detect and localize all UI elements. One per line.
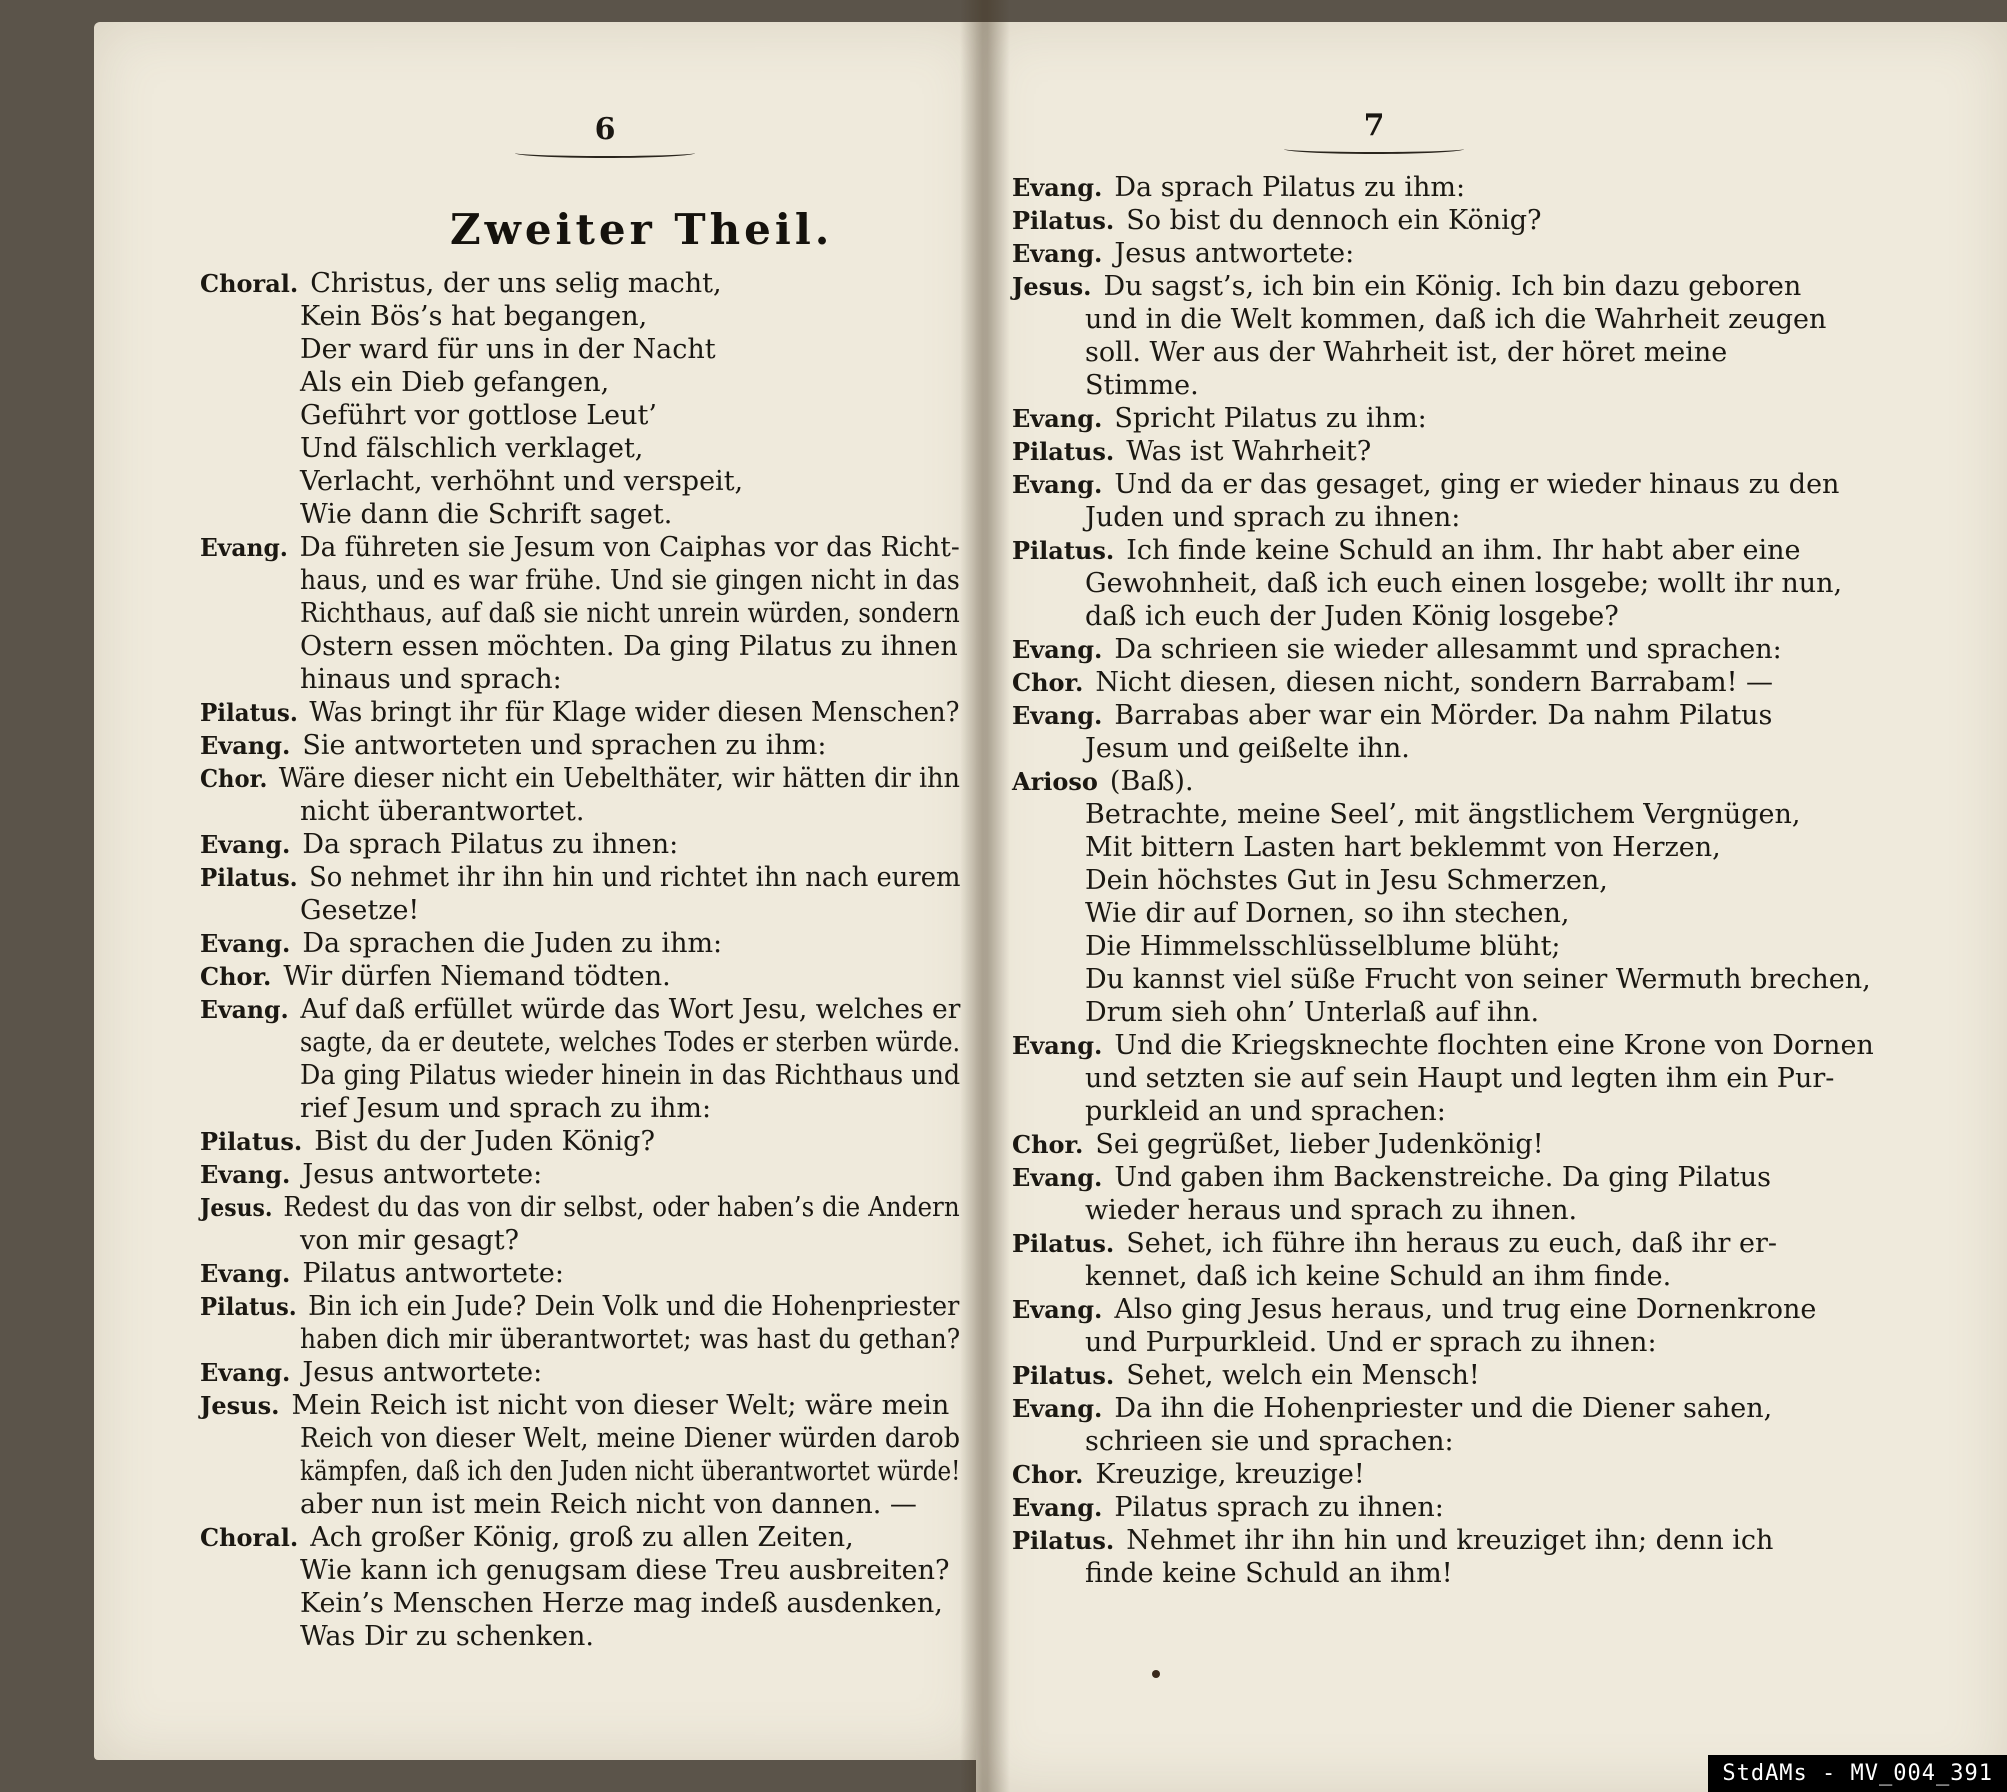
line-text: Juden und sprach zu ihnen: bbox=[1085, 502, 1461, 533]
text-line bbox=[1085, 1327, 1657, 1359]
text-line bbox=[1085, 733, 1410, 765]
line-text: Ostern essen möchten. Da ging Pilatus zu ihnen bbox=[300, 631, 958, 662]
text-line bbox=[300, 433, 643, 465]
speaker-label: Evang. bbox=[1012, 635, 1103, 664]
speaker-label: Chor. bbox=[1012, 1130, 1084, 1159]
text-line bbox=[1085, 931, 1561, 963]
speaker-label: Evang. bbox=[1012, 239, 1103, 268]
speaker-label: Evang. bbox=[1012, 404, 1103, 433]
line-text: Bist du der Juden König? bbox=[314, 1126, 655, 1157]
text-line bbox=[1085, 601, 1619, 633]
text-line bbox=[1012, 634, 1782, 666]
text-line bbox=[300, 1456, 960, 1488]
line-text: kämpfen, daß ich den Juden nicht überantwortet würde! bbox=[300, 1456, 961, 1487]
text-line bbox=[1012, 1162, 1771, 1194]
speaker-label: Chor. bbox=[200, 764, 268, 793]
text-line bbox=[200, 1291, 959, 1323]
right-page-number: 7 bbox=[1363, 108, 1385, 143]
text-line bbox=[1085, 832, 1721, 864]
line-text: haben dich mir überantwortet; was hast du gethan? bbox=[300, 1324, 961, 1355]
text-line bbox=[1085, 898, 1570, 930]
text-line bbox=[300, 1324, 960, 1356]
speaker-label: Pilatus. bbox=[1012, 206, 1115, 235]
text-line bbox=[300, 1621, 594, 1653]
line-text: und setzten sie auf sein Haupt und legten ihm ein Pur- bbox=[1085, 1063, 1835, 1094]
line-text: Jesus antwortete: bbox=[302, 1357, 543, 1388]
text-line bbox=[1085, 304, 1826, 336]
speaker-label: Evang. bbox=[1012, 1394, 1103, 1423]
speaker-label: Chor. bbox=[200, 962, 272, 991]
text-line bbox=[1012, 1525, 1773, 1557]
speaker-label: Evang. bbox=[200, 1259, 291, 1288]
right-page-ornament-rule bbox=[1284, 144, 1464, 154]
text-line bbox=[1012, 1294, 1816, 1326]
line-text: Sei gegrüßet, lieber Judenkönig! bbox=[1095, 1129, 1544, 1160]
line-text: Da ging Pilatus wieder hinein in das Richthaus und bbox=[300, 1060, 961, 1091]
text-line bbox=[200, 1357, 542, 1389]
speaker-label: Pilatus. bbox=[200, 1292, 297, 1321]
line-text: Betrachte, meine Seel’, mit ängstlichem Vergnügen, bbox=[1085, 799, 1801, 830]
line-text: Du kannst viel süße Frucht von seiner Wermuth brechen, bbox=[1085, 964, 1871, 995]
line-text: Da ihn die Hohenpriester und die Diener sahen, bbox=[1114, 1393, 1773, 1424]
line-text: hinaus und sprach: bbox=[300, 664, 562, 695]
line-text: aber nun ist mein Reich nicht von dannen. — bbox=[300, 1489, 917, 1520]
line-text: Auf daß erfüllet würde das Wort Jesu, welches er bbox=[300, 994, 961, 1025]
speaker-label: Evang. bbox=[1012, 1031, 1103, 1060]
text-line bbox=[300, 598, 960, 630]
text-line bbox=[300, 1423, 960, 1455]
speaker-label: Pilatus. bbox=[1012, 536, 1115, 565]
line-text: Ach großer König, groß zu allen Zeiten, bbox=[310, 1522, 854, 1553]
left-page-number: 6 bbox=[594, 112, 616, 147]
text-line bbox=[1012, 1360, 1480, 1392]
text-line bbox=[1085, 997, 1539, 1029]
text-line bbox=[300, 565, 960, 597]
line-text: Da schrieen sie wieder allesammt und sprachen: bbox=[1114, 634, 1782, 665]
line-text: Barrabas aber war ein Mörder. Da nahm Pilatus bbox=[1114, 700, 1773, 731]
line-text: Kein’s Menschen Herze mag indeß ausdenken, bbox=[300, 1588, 943, 1619]
ink-spot bbox=[1152, 1670, 1160, 1678]
text-line bbox=[1012, 667, 1773, 699]
line-text: Wäre dieser nicht ein Uebelthäter, wir hätten dir ihn bbox=[278, 763, 960, 794]
text-line bbox=[1085, 337, 1727, 369]
line-text: Kreuzige, kreuzige! bbox=[1095, 1459, 1365, 1490]
line-text: Der ward für uns in der Nacht bbox=[300, 334, 716, 365]
text-line bbox=[1085, 964, 1871, 996]
text-line bbox=[300, 664, 562, 696]
text-line bbox=[300, 631, 958, 663]
text-line bbox=[1012, 238, 1354, 270]
line-text: Reich von dieser Welt, meine Diener würden darob bbox=[300, 1423, 961, 1454]
text-line bbox=[200, 862, 960, 894]
speaker-label: Evang. bbox=[1012, 173, 1103, 202]
text-line bbox=[200, 829, 678, 861]
speaker-label: Evang. bbox=[200, 533, 288, 562]
text-line bbox=[200, 994, 960, 1026]
speaker-label: Evang. bbox=[1012, 1163, 1103, 1192]
speaker-label: Pilatus. bbox=[200, 698, 298, 727]
text-line bbox=[200, 1192, 960, 1224]
text-line bbox=[1012, 205, 1542, 237]
text-line bbox=[200, 1126, 655, 1158]
speaker-label: Choral. bbox=[200, 1523, 299, 1552]
text-line bbox=[300, 1225, 519, 1257]
speaker-label: Evang. bbox=[200, 995, 289, 1024]
line-text: Nicht diesen, diesen nicht, sondern Barrabam! — bbox=[1095, 667, 1774, 698]
text-line bbox=[1012, 1228, 1777, 1260]
line-text: Pilatus antwortete: bbox=[302, 1258, 564, 1289]
text-line bbox=[1012, 469, 1839, 501]
line-text: Verlacht, verhöhnt und verspeit, bbox=[300, 466, 744, 497]
line-text: rief Jesum und sprach zu ihm: bbox=[300, 1093, 712, 1124]
speaker-label: Evang. bbox=[1012, 1493, 1103, 1522]
text-line bbox=[300, 466, 743, 498]
line-text: Gewohnheit, daß ich euch einen losgebe; wollt ihr nun, bbox=[1085, 568, 1843, 599]
speaker-label: Chor. bbox=[1012, 1460, 1084, 1489]
speaker-label: Pilatus. bbox=[1012, 1361, 1115, 1390]
speaker-label: Pilatus. bbox=[1012, 1526, 1115, 1555]
line-text: finde keine Schuld an ihm! bbox=[1085, 1558, 1453, 1589]
text-line bbox=[200, 1258, 564, 1290]
line-text: Da führeten sie Jesum von Caiphas vor das Richt- bbox=[299, 532, 960, 563]
line-text: Mein Reich ist nicht von dieser Welt; wäre mein bbox=[291, 1390, 950, 1421]
text-line bbox=[300, 400, 657, 432]
text-line bbox=[1085, 1261, 1671, 1293]
line-text: soll. Wer aus der Wahrheit ist, der höret meine bbox=[1085, 337, 1728, 368]
text-line bbox=[1012, 1030, 1874, 1062]
line-text: Drum sieh ohn’ Unterlaß auf ihn. bbox=[1085, 997, 1540, 1028]
text-line bbox=[1085, 1426, 1454, 1458]
line-text: Und gaben ihm Backenstreiche. Da ging Pilatus bbox=[1114, 1162, 1772, 1193]
speaker-label: Pilatus. bbox=[1012, 437, 1115, 466]
text-line bbox=[200, 1159, 542, 1191]
line-text: Da sprach Pilatus zu ihnen: bbox=[302, 829, 679, 860]
line-text: Spricht Pilatus zu ihm: bbox=[1114, 403, 1427, 434]
line-text: Wir dürfen Niemand tödten. bbox=[283, 961, 671, 992]
line-text: So nehmet ihr ihn hin und richtet ihn nach eurem bbox=[309, 862, 961, 893]
line-text: und in die Welt kommen, daß ich die Wahrheit zeugen bbox=[1085, 304, 1827, 335]
speaker-label: Pilatus. bbox=[200, 1127, 303, 1156]
line-text: von mir gesagt? bbox=[300, 1225, 520, 1256]
speaker-label: Evang. bbox=[1012, 701, 1103, 730]
line-text: (Baß). bbox=[1109, 766, 1194, 797]
line-text: Christus, der uns selig macht, bbox=[310, 268, 722, 299]
text-line bbox=[300, 1555, 950, 1587]
text-line bbox=[300, 796, 584, 828]
text-line bbox=[1012, 271, 1801, 303]
text-line bbox=[200, 961, 671, 993]
line-text: Und fälschlich verklaget, bbox=[300, 433, 644, 464]
line-text: und Purpurkleid. Und er sprach zu ihnen: bbox=[1085, 1327, 1657, 1358]
line-text: Ich finde keine Schuld an ihm. Ihr habt aber eine bbox=[1126, 535, 1801, 566]
line-text: Als ein Dieb gefangen, bbox=[300, 367, 610, 398]
text-line bbox=[1012, 1393, 1772, 1425]
text-line bbox=[300, 895, 419, 927]
text-line bbox=[1085, 799, 1800, 831]
line-text: Nehmet ihr ihn hin und kreuziget ihn; denn ich bbox=[1126, 1525, 1774, 1556]
text-line bbox=[1085, 865, 1608, 897]
text-line bbox=[200, 1390, 949, 1422]
line-text: Wie dann die Schrift saget. bbox=[300, 499, 673, 530]
text-line bbox=[200, 928, 722, 960]
text-line bbox=[1012, 1459, 1365, 1491]
speaker-label: Chor. bbox=[1012, 668, 1084, 697]
line-text: nicht überantwortet. bbox=[300, 796, 585, 827]
line-text: Und die Kriegsknechte flochten eine Krone von Dornen bbox=[1114, 1030, 1874, 1061]
speaker-label: Jesus. bbox=[1012, 272, 1092, 301]
text-line bbox=[200, 532, 960, 564]
text-line bbox=[200, 1522, 854, 1554]
text-line bbox=[1085, 502, 1460, 534]
speaker-label: Choral. bbox=[200, 269, 299, 298]
text-line bbox=[300, 334, 716, 366]
text-line bbox=[300, 1489, 917, 1521]
text-line bbox=[1012, 535, 1801, 567]
line-text: daß ich euch der Juden König losgebe? bbox=[1085, 601, 1619, 632]
speaker-label: Evang. bbox=[1012, 1295, 1103, 1324]
line-text: Die Himmelsschlüsselblume blüht; bbox=[1085, 931, 1561, 962]
line-text: Was bringt ihr für Klage wider diesen Menschen? bbox=[309, 697, 960, 728]
line-text: wieder heraus und sprach zu ihnen. bbox=[1085, 1195, 1578, 1226]
text-line bbox=[1085, 1195, 1577, 1227]
line-text: haus, und es war frühe. Und sie gingen nicht in das bbox=[300, 565, 960, 596]
text-line bbox=[1012, 172, 1465, 204]
text-line bbox=[200, 730, 826, 762]
text-line bbox=[1012, 403, 1427, 435]
line-text: Sie antworteten und sprachen zu ihm: bbox=[302, 730, 827, 761]
speaker-label: Jesus. bbox=[200, 1391, 280, 1420]
speaker-label: Evang. bbox=[200, 1160, 291, 1189]
left-page-ornament-rule bbox=[515, 148, 695, 158]
line-text: Geführt vor gottlose Leut’ bbox=[300, 400, 657, 431]
line-text: Da sprachen die Juden zu ihm: bbox=[302, 928, 723, 959]
line-text: Dein höchstes Gut in Jesu Schmerzen, bbox=[1085, 865, 1608, 896]
speaker-label: Evang. bbox=[200, 731, 291, 760]
text-line bbox=[200, 763, 960, 795]
section-heading: Zweiter Theil. bbox=[450, 205, 834, 254]
line-text: Gesetze! bbox=[300, 895, 420, 926]
line-text: Wie kann ich genugsam diese Treu ausbreiten? bbox=[300, 1555, 950, 1586]
line-text: purkleid an und sprachen: bbox=[1085, 1096, 1446, 1127]
line-text: Redest du das von dir selbst, oder haben’s die Andern bbox=[283, 1192, 960, 1223]
line-text: schrieen sie und sprachen: bbox=[1085, 1426, 1454, 1457]
line-text: Jesus antwortete: bbox=[1114, 238, 1355, 269]
speaker-label: Jesus. bbox=[200, 1193, 273, 1222]
line-text: Pilatus sprach zu ihnen: bbox=[1114, 1492, 1444, 1523]
text-line bbox=[1085, 370, 1199, 402]
line-text: Wie dir auf Dornen, so ihn stechen, bbox=[1085, 898, 1570, 929]
speaker-label: Arioso bbox=[1012, 767, 1098, 796]
speaker-label: Evang. bbox=[200, 929, 291, 958]
line-text: Und da er das gesaget, ging er wieder hinaus zu den bbox=[1114, 469, 1840, 500]
line-text: Sehet, ich führe ihn heraus zu euch, daß ihr er- bbox=[1126, 1228, 1778, 1259]
line-text: Stimme. bbox=[1085, 370, 1199, 401]
text-line bbox=[1085, 1063, 1834, 1095]
text-line bbox=[200, 268, 722, 300]
text-line bbox=[1012, 1129, 1544, 1161]
line-text: Sehet, welch ein Mensch! bbox=[1126, 1360, 1480, 1391]
text-line bbox=[300, 1588, 943, 1620]
speaker-label: Evang. bbox=[200, 1358, 291, 1387]
line-text: Du sagst’s, ich bin ein König. Ich bin dazu geboren bbox=[1103, 271, 1802, 302]
book-gutter bbox=[960, 0, 1010, 1792]
line-text: So bist du dennoch ein König? bbox=[1126, 205, 1542, 236]
line-text: kennet, daß ich keine Schuld an ihm finde. bbox=[1085, 1261, 1672, 1292]
line-text: Jesum und geißelte ihn. bbox=[1085, 733, 1410, 764]
text-line bbox=[300, 367, 609, 399]
text-line bbox=[300, 1093, 711, 1125]
text-line bbox=[1012, 766, 1194, 798]
text-line bbox=[200, 697, 960, 729]
line-text: Mit bittern Lasten hart beklemmt von Herzen, bbox=[1085, 832, 1721, 863]
line-text: Was ist Wahrheit? bbox=[1126, 436, 1372, 467]
speaker-label: Pilatus. bbox=[1012, 1229, 1115, 1258]
line-text: Also ging Jesus heraus, und trug eine Dornenkrone bbox=[1114, 1294, 1817, 1325]
text-line bbox=[300, 499, 672, 531]
archive-label: StdAMs - MV_004_391 bbox=[1708, 1755, 2007, 1792]
line-text: Kein Bös’s hat begangen, bbox=[300, 301, 648, 332]
speaker-label: Evang. bbox=[200, 830, 291, 859]
line-text: Jesus antwortete: bbox=[302, 1159, 543, 1190]
line-text: Was Dir zu schenken. bbox=[300, 1621, 594, 1652]
line-text: Da sprach Pilatus zu ihm: bbox=[1114, 172, 1466, 203]
text-line bbox=[300, 1027, 960, 1059]
text-line bbox=[1012, 700, 1772, 732]
text-line bbox=[1085, 1096, 1446, 1128]
speaker-label: Pilatus. bbox=[200, 863, 298, 892]
text-line bbox=[300, 1060, 960, 1092]
text-line bbox=[1085, 568, 1842, 600]
speaker-label: Evang. bbox=[1012, 470, 1103, 499]
text-line bbox=[1012, 436, 1371, 468]
line-text: sagte, da er deutete, welches Todes er sterben würde. bbox=[300, 1027, 961, 1058]
text-line bbox=[1012, 1492, 1444, 1524]
text-line bbox=[1085, 1558, 1453, 1590]
line-text: Richthaus, auf daß sie nicht unrein würden, sondern bbox=[300, 598, 960, 629]
text-line bbox=[300, 301, 647, 333]
line-text: Bin ich ein Jude? Dein Volk und die Hohenpriester bbox=[308, 1291, 960, 1322]
